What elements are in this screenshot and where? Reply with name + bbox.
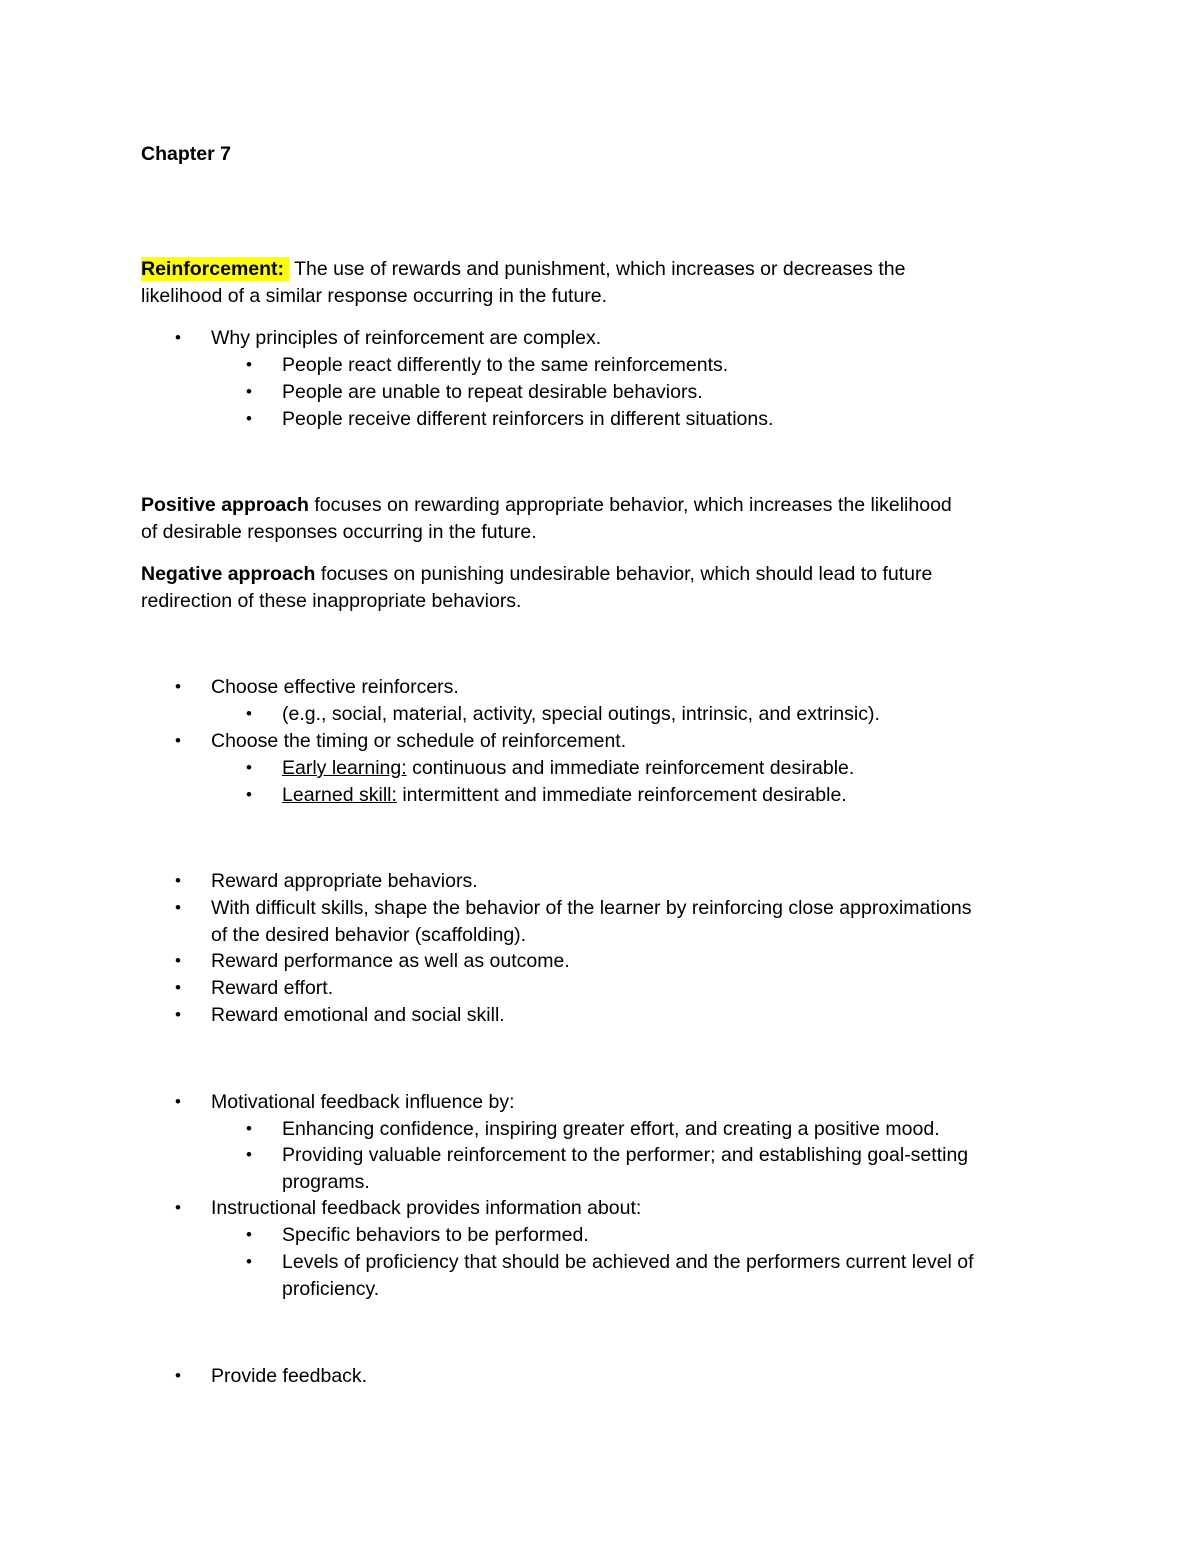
list-item: Reward emotional and social skill. [211,1004,505,1026]
learned-skill-text: intermittent and immediate reinforcement desirable. [396,784,847,806]
positive-approach-line-1 [141,494,952,516]
list-item: With difficult skills, shape the behavior of the learner by reinforcing close approximations [211,897,972,919]
bullet-icon: • [246,355,252,374]
bullet-icon: • [246,1225,252,1244]
list-item: Why principles of reinforcement are complex. [211,327,602,349]
sub-list-item: People react differently to the same reinforcements. [282,354,729,376]
sub-list-item: People are unable to repeat desirable behaviors. [282,381,703,403]
list-item: Instructional feedback provides information about: [211,1197,642,1219]
list-item: Reward performance as well as outcome. [211,950,570,972]
sub-list-item: People receive different reinforcers in different situations. [282,408,774,430]
bullet-icon: • [175,1005,181,1024]
reinforcement-term: Reinforcement: [141,257,289,281]
sub-list-item: Enhancing confidence, inspiring greater effort, and creating a positive mood. [282,1118,940,1140]
positive-approach-term: Positive approach [141,494,309,516]
bullet-icon: • [246,1119,252,1138]
bullet-icon: • [175,1198,181,1217]
positive-approach-line-2: of desirable responses occurring in the future. [141,521,537,543]
sub-list-item: Levels of proficiency that should be achieved and the performers current level of [282,1251,974,1273]
bullet-icon: • [246,758,252,777]
sub-list-item: (e.g., social, material, activity, special outings, intrinsic, and extrinsic). [282,703,880,725]
negative-approach-text: focuses on punishing undesirable behavior, which should lead to future [315,563,933,585]
list-item: Choose effective reinforcers. [211,676,459,698]
list-item: Provide feedback. [211,1365,368,1387]
reinforcement-definition-text: The use of rewards and punishment, which increases or decreases the [289,258,906,280]
early-learning-term: Early learning: [282,757,407,779]
list-item: Reward effort. [211,977,334,999]
early-learning-text: continuous and immediate reinforcement desirable. [406,757,855,779]
list-item: Choose the timing or schedule of reinforcement. [211,730,627,752]
sub-list-item-continuation: proficiency. [282,1278,380,1300]
bullet-icon: • [246,704,252,723]
negative-approach-line-1 [141,563,932,585]
list-item: Reward appropriate behaviors. [211,870,478,892]
bullet-icon: • [246,1252,252,1271]
reinforcement-definition-line-1 [141,258,905,280]
learned-skill-term: Learned skill: [282,784,397,806]
negative-approach-term: Negative approach [141,563,316,585]
page-title: Chapter 7 [141,143,231,165]
sub-list-item-continuation: programs. [282,1171,370,1193]
bullet-icon: • [175,871,181,890]
bullet-icon: • [175,951,181,970]
negative-approach-line-2: redirection of these inappropriate behaviors. [141,590,522,612]
sub-list-item: Providing valuable reinforcement to the performer; and establishing goal-setting [282,1144,969,1166]
bullet-icon: • [175,898,181,917]
sub-list-item [282,757,854,779]
bullet-icon: • [175,1366,181,1385]
bullet-icon: • [246,785,252,804]
bullet-icon: • [175,1092,181,1111]
positive-approach-text: focuses on rewarding appropriate behavior, which increases the likelihood [308,494,952,516]
reinforcement-definition-line-2: likelihood of a similar response occurring in the future. [141,285,608,307]
bullet-icon: • [246,409,252,428]
bullet-icon: • [175,328,181,347]
bullet-icon: • [175,731,181,750]
bullet-icon: • [246,1145,252,1164]
bullet-icon: • [246,382,252,401]
bullet-icon: • [175,677,181,696]
sub-list-item: Specific behaviors to be performed. [282,1224,589,1246]
sub-list-item [282,784,847,806]
list-item: Motivational feedback influence by: [211,1091,515,1113]
bullet-icon: • [175,978,181,997]
list-item-continuation: of the desired behavior (scaffolding). [211,924,527,946]
